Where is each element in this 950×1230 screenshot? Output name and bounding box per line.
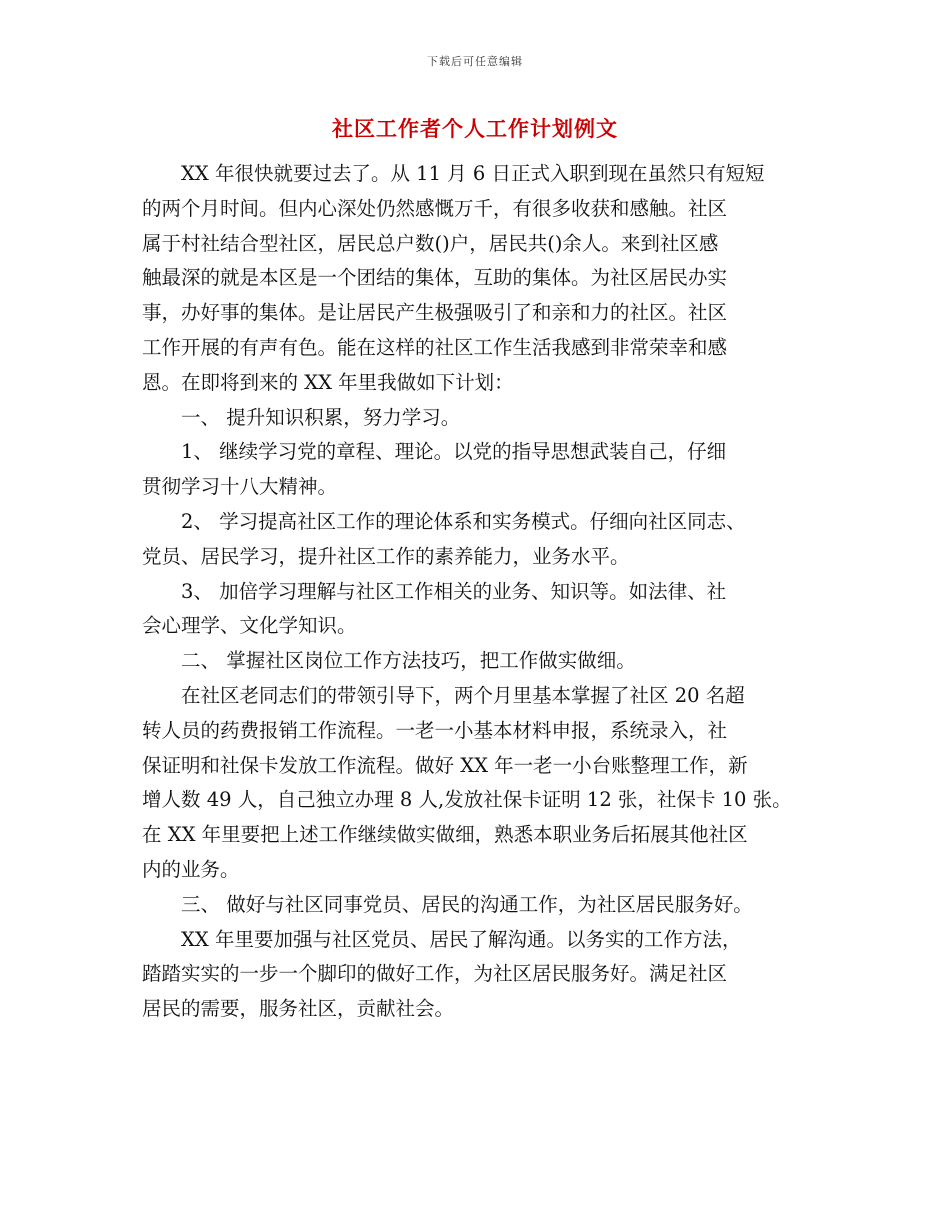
paragraph-line: 恩。在即将到来的 XX 年里我做如下计划： xyxy=(142,370,514,394)
paragraph-line: XX 年很快就要过去了。从 11 月 6 日正式入职到现在虽然只有短短 xyxy=(181,162,765,185)
paragraph-line: 贯彻学习十八大精神。 xyxy=(142,475,338,499)
paragraph-line: 党员、居民学习，提升社区工作的素养能力，业务水平。 xyxy=(142,544,630,568)
paragraph-line: 踏踏实实的一步一个脚印的做好工作，为社区居民服务好。满足社区 xyxy=(142,962,728,986)
paragraph xyxy=(142,888,832,923)
paragraph-line: 的两个月时间。但内心深处仍然感慨万千，有很多收获和感触。社区 xyxy=(142,196,728,220)
document-body xyxy=(142,157,832,1027)
paragraph-line: 增人数 49 人，自己独立办理 8 人,发放社保卡证明 12 张，社保卡 10 张。 xyxy=(142,788,792,812)
paragraph-line: 在 XX 年里要把上述工作继续做实做细，熟悉本职业务后拓展其他社区 xyxy=(142,823,748,847)
paragraph xyxy=(142,679,832,888)
header-note: 下载后可任意编辑 xyxy=(427,55,523,68)
paragraph-line: 在社区老同志们的带领引导下，两个月里基本掌握了社区 20 名超 xyxy=(181,683,745,707)
paragraph-line: 工作开展的有声有色。能在这样的社区工作生活我感到非常荣幸和感 xyxy=(142,335,728,359)
paragraph-line: 属于村社结合型社区，居民总户数()户，居民共()余人。来到社区感 xyxy=(142,231,719,255)
paragraph xyxy=(142,435,832,505)
paragraph-line: 一、 提升知识积累，努力学习。 xyxy=(181,405,461,429)
paragraph-line: XX 年里要加强与社区党员、居民了解沟通。以务实的工作方法， xyxy=(181,927,742,951)
paragraph-line: 二、 掌握社区岗位工作方法技巧，把工作做实做细。 xyxy=(181,649,636,673)
paragraph-line: 会心理学、文化学知识。 xyxy=(142,614,357,638)
paragraph xyxy=(142,644,832,679)
paragraph xyxy=(142,575,832,645)
paragraph-line: 三、 做好与社区同事党员、居民的沟通工作，为社区居民服务好。 xyxy=(181,892,753,916)
paragraph-line: 保证明和社保卡发放工作流程。做好 XX 年一老一小台账整理工作，新 xyxy=(142,753,748,777)
paragraph-line: 事，办好事的集体。是让居民产生极强吸引了和亲和力的社区。社区 xyxy=(142,301,728,325)
paragraph-line: 1、 继续学习党的章程、理论。以党的指导思想武装自己，仔细 xyxy=(181,440,727,464)
paragraph-line: 3、 加倍学习理解与社区工作相关的业务、知识等。如法律、社 xyxy=(181,579,727,603)
paragraph xyxy=(142,401,832,436)
paragraph xyxy=(142,923,832,1027)
document-title: 社区工作者个人工作计划例文 xyxy=(332,116,618,141)
paragraph xyxy=(142,157,832,401)
paragraph-line: 居民的需要，服务社区，贡献社会。 xyxy=(142,997,455,1021)
paragraph-line: 2、 学习提高社区工作的理论体系和实务模式。仔细向社区同志、 xyxy=(181,509,746,533)
paragraph-line: 触最深的就是本区是一个团结的集体，互助的集体。为社区居民办实 xyxy=(142,266,728,290)
paragraph-line: 内的业务。 xyxy=(142,857,240,881)
paragraph-line: 转人员的药费报销工作流程。一老一小基本材料申报，系统录入，社 xyxy=(142,718,728,742)
paragraph xyxy=(142,505,832,575)
